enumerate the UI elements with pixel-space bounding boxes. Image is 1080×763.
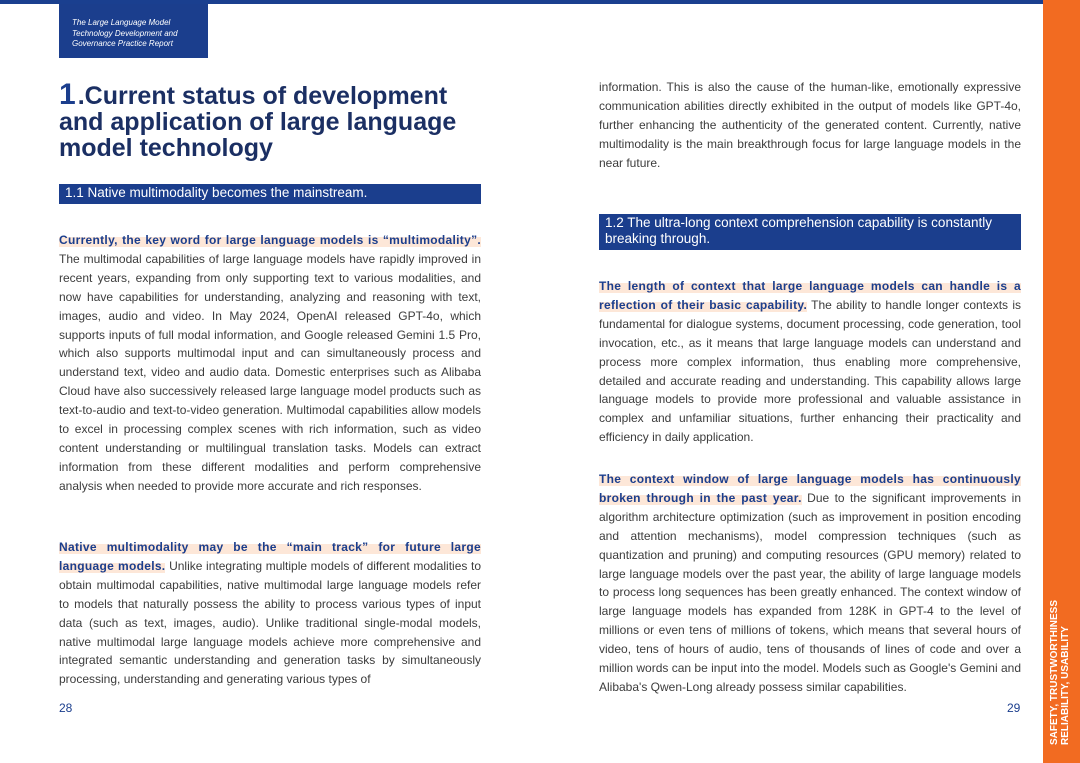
paragraph-body: The ability to handle longer contexts is fundamental for dialogue systems, document processing, code generation, tool invocation, etc., as it means that large language models can understand and process more complex information, thus enabling more comprehensive, detailed and accurate reading and understanding. This capability allows large language models to provide more professional and valuable assistance in complex and unfamiliar situations, further enhancing their practicality and efficiency in daily application. xyxy=(599,297,1021,445)
paragraph-native-multimodality xyxy=(59,538,481,689)
paragraph-multimodality xyxy=(59,231,481,496)
report-tag-line: Technology Development and xyxy=(72,28,178,38)
report-tag-line: The Large Language Model xyxy=(72,18,171,27)
side-text xyxy=(1049,599,1071,745)
page-number-left: 28 xyxy=(59,701,73,715)
section-heading-1-2: 1.2 The ultra-long context comprehension capability is constantly breaking through. xyxy=(599,214,1021,250)
paragraph-lead: The length of context that large language models can handle is a reflection of their basic capability. xyxy=(599,279,1021,312)
paragraph-body: Due to the significant improvements in algorithm architecture optimization (such as improvement in position encoding and attention mechanisms), model compression techniques (such as quantization and pruning) and computing resources (GPU memory) related to large language models over the past year, the ability of large language models to process long sequences has been greatly enhanced. The context window of large language models has expanded from 128K in GPT-4 to the level of millions or even tens of millions of tokens, which means that several hours of video, tens of hours of audio, tens of thousands of lines of code and over a million words can be input into the model. Models such as Google's Gemini and Alibaba's Qwen-Long already possess similar capabilities. xyxy=(599,490,1022,694)
paragraph-lead: Currently, the key word for large language models is “multimodality”. xyxy=(59,233,481,247)
section-heading-1-1: 1.1 Native multimodality becomes the mainstream. xyxy=(59,184,481,204)
title-text: .Current status of development and application of large language model technology xyxy=(59,82,457,162)
paragraph-body: Unlike integrating multiple models of different modalities to obtain multimodal capabilities, native multimodal large language models refer to models that naturally possess the ability to process various types of input data (such as text, images, audio). Unlike traditional single-modal models, native multimodal large language models achieve more comprehensive and integrated semantic understanding and generation tasks by simultaneously processing, understanding and generating various types of xyxy=(59,558,482,687)
report-tag-line: Governance Practice Report xyxy=(72,39,173,48)
page-number-right: 29 xyxy=(1007,701,1021,715)
paragraph-context-length xyxy=(599,277,1021,447)
side-text-line: RELIABILITY, USABILITY xyxy=(1060,626,1071,745)
report-tag xyxy=(59,4,208,58)
paragraph-lead: The context window of large language models has continuously broken through in the past year. xyxy=(599,472,1021,505)
side-text-line: SAFETY, TRUSTWORTHINESS xyxy=(1049,599,1060,745)
page-title xyxy=(59,78,489,162)
paragraph-lead: Native multimodality may be the “main track” for future large language models. xyxy=(59,540,481,573)
paragraph-continuation: information. This is also the cause of the human-like, emotionally expressive communication abilities directly exhibited in the output of models like GPT-4o, further enhancing the authenticity of the generated content. Currently, native multimodality is the main breakthrough focus for large language models in the near future. xyxy=(599,80,1021,170)
paragraph-body: The multimodal capabilities of large language models have rapidly improved in recent years, expanding from only supporting text to various modalities, and now have capabilities for understanding, analyzing and reasoning with text, images, audio and video. In May 2024, OpenAI released GPT-4o, which supports inputs of full modal information, and Google released Gemini 1.5 Pro, which also supports multimodal input and can simultaneously process and understand text, video and audio data. Domestic enterprises such as Alibaba Cloud have also successively released large language model products such as text-to-audio and text-to-video generation. Multimodal capabilities allow models to excel in processing complex scenes with rich information, such as video content understanding or multilingual translation tasks. Models can extract information from these different modalities and perform comprehensive analysis when needed to provide more accurate and rich responses. xyxy=(59,251,481,493)
title-number: 1 xyxy=(59,78,76,111)
paragraph-context-window xyxy=(599,470,1021,697)
